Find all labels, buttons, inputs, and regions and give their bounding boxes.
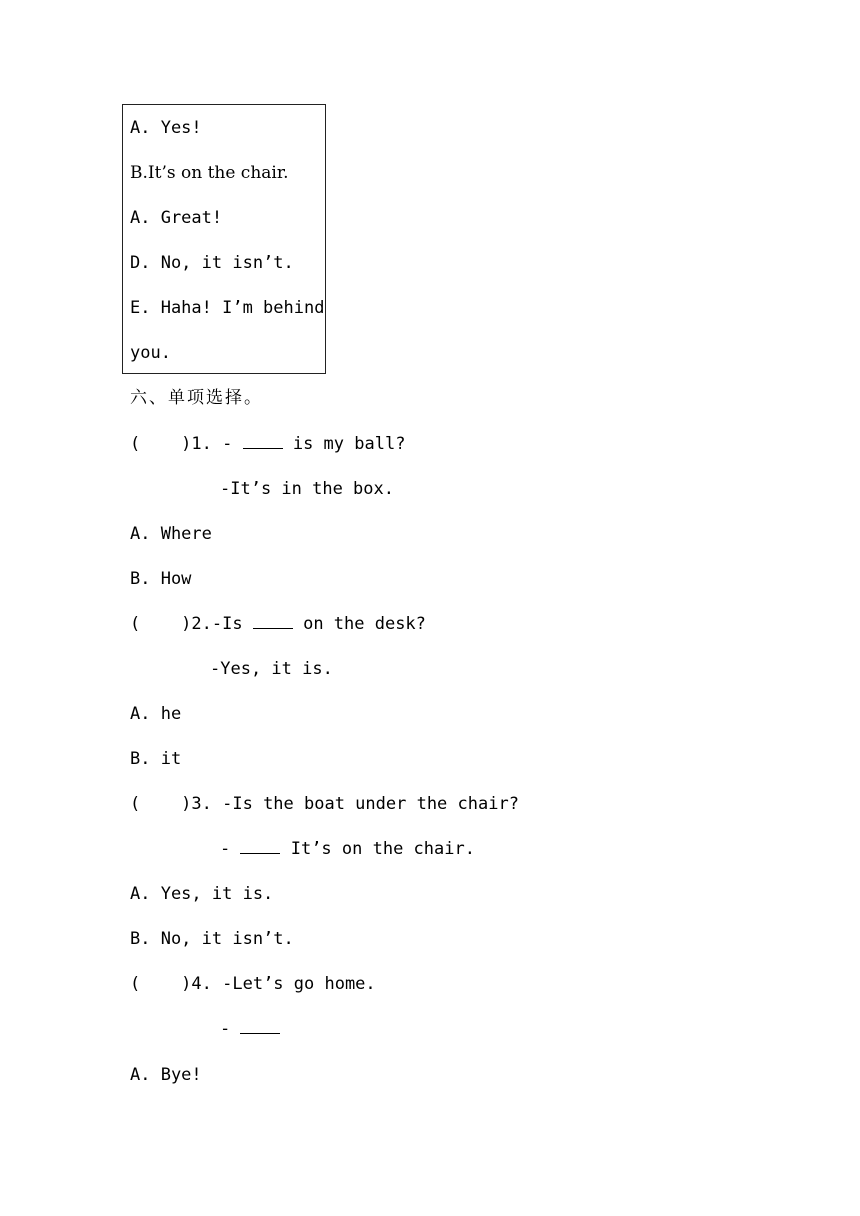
option-4a: A. Bye!: [130, 1065, 202, 1085]
question-text: 4. -Let’s go home.: [191, 974, 376, 994]
answer-parentheses: ( ): [130, 974, 192, 994]
question-3: [130, 793, 519, 815]
question-4: [130, 973, 376, 995]
answer-box: [122, 104, 326, 374]
reply-1: -It’s in the box.: [220, 479, 394, 499]
blank-line[interactable]: [240, 839, 280, 854]
option-2b: B. it: [130, 749, 182, 769]
option-1a: A. Where: [130, 524, 212, 544]
reply-3: [220, 838, 475, 860]
reply-text: -: [220, 839, 241, 859]
answer-parentheses: ( ): [130, 794, 192, 814]
blank-line[interactable]: [253, 614, 293, 629]
answer-parentheses: ( ): [130, 434, 192, 454]
answer-item-e: E. Haha! I’m behind: [130, 298, 325, 318]
question-text: on the desk?: [292, 614, 426, 634]
option-1b: B. How: [130, 569, 192, 589]
answer-item-d: D. No, it isn’t.: [130, 253, 294, 273]
option-3a: A. Yes, it is.: [130, 884, 274, 904]
option-2a: A. he: [130, 704, 182, 724]
reply-4: [220, 1018, 280, 1040]
question-2: [130, 613, 426, 635]
question-text: 1. -: [191, 434, 243, 454]
section-title: 六、单项选择。: [130, 388, 263, 408]
answer-item-b: B.It’s on the chair.: [130, 163, 289, 183]
reply-2: -Yes, it is.: [210, 659, 333, 679]
answer-parentheses: ( ): [130, 614, 192, 634]
option-3b: B. No, it isn’t.: [130, 929, 294, 949]
question-text: 2.-Is: [191, 614, 253, 634]
reply-text: It’s on the chair.: [280, 839, 475, 859]
answer-item-a2: A. Great!: [130, 208, 223, 228]
reply-text: -: [220, 1019, 241, 1039]
question-1: [130, 433, 405, 455]
question-text: 3. -Is the boat under the chair?: [191, 794, 519, 814]
blank-line[interactable]: [240, 1019, 280, 1034]
answer-item-a: A. Yes!: [130, 118, 202, 138]
question-text: is my ball?: [282, 434, 406, 454]
blank-line[interactable]: [243, 434, 283, 449]
answer-item-e-cont: you.: [130, 343, 171, 363]
